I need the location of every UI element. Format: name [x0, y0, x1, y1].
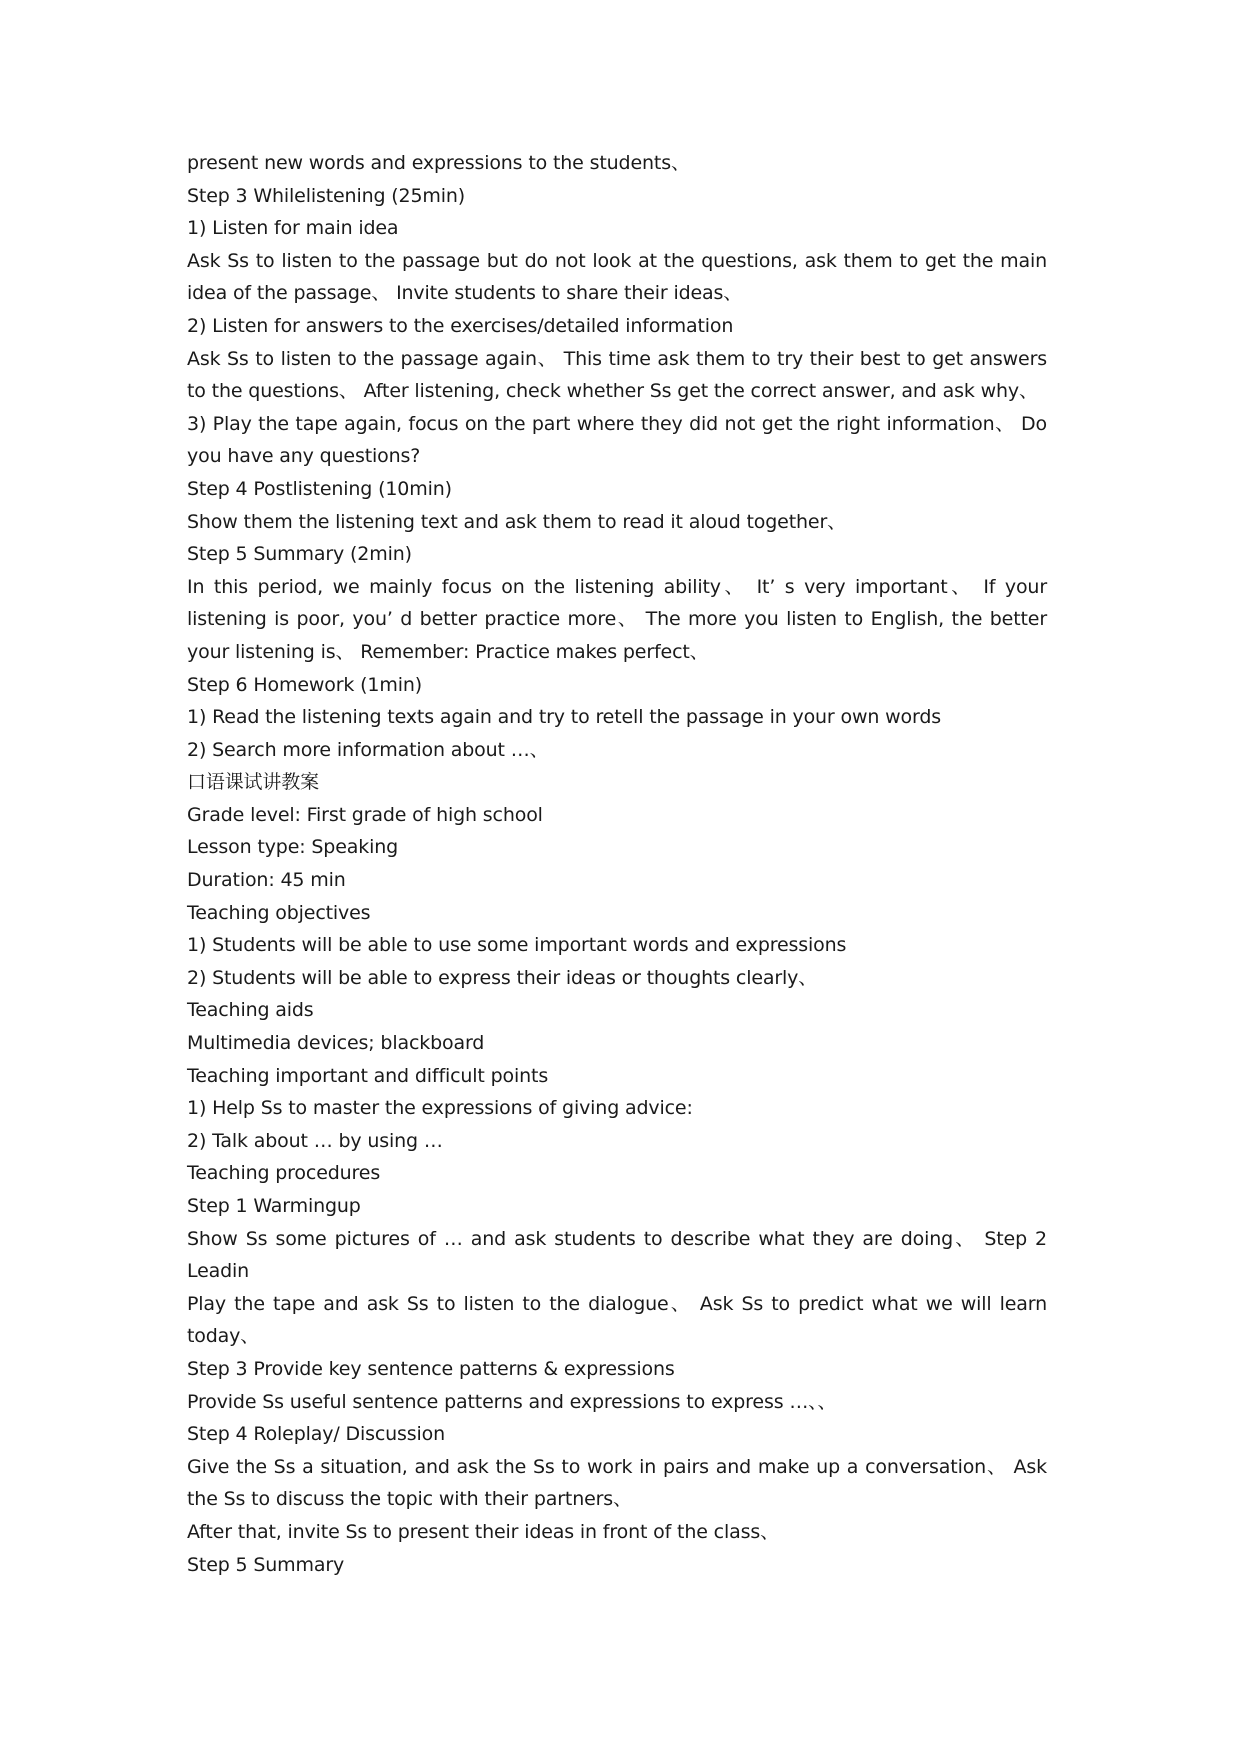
step-heading: Step 5 Summary [187, 1553, 345, 1576]
text-line: 1) Students will be able to use some important words and expressions [187, 934, 847, 957]
text-line: Teaching aids [187, 999, 314, 1022]
text-line: 2) Talk about … by using … [187, 1129, 443, 1152]
step-heading: Step 5 Summary (2min) [187, 543, 412, 566]
text-line: 2) Listen for answers to the exercises/detailed information [187, 314, 734, 337]
text-line: Teaching procedures [187, 1162, 381, 1185]
paragraph: Play the tape and ask Ss to listen to the dialogue、 Ask Ss to predict what we will learn today、 [187, 1292, 1047, 1348]
text-line: present new words and expressions to the students、 [187, 152, 690, 174]
text-line: 2) Students will be able to express their ideas or thoughts clearly、 [187, 966, 818, 989]
text-line: After that, invite Ss to present their ideas in front of the class、 [187, 1520, 779, 1543]
text-line: 1) Listen for main idea [187, 217, 399, 240]
paragraph: 3) Play the tape again, focus on the part where they did not get the right information、 Do you have any questions? [187, 412, 1047, 468]
text-line: Teaching objectives [187, 901, 371, 924]
step-heading: Step 1 Warmingup [187, 1195, 361, 1217]
section-title: 口语课试讲教案 [187, 771, 319, 794]
paragraph: Show Ss some pictures of … and ask students to describe what they are doing、 Step 2 Leadin [187, 1227, 1047, 1283]
paragraph: In this period, we mainly focus on the listening ability、 It’ s very important、 If your listening is poor, you’ d better practice more、 The more you listen to English, the better your listening is、 Remember: Practice makes perfect、 [187, 575, 1047, 663]
text-line: Multimedia devices; blackboard [187, 1032, 485, 1055]
text-line: 1) Read the listening texts again and try to retell the passage in your own words [187, 706, 941, 729]
paragraph: Ask Ss to listen to the passage again、 This time ask them to try their best to get answers to the questions、 After listening, check whether Ss get the correct answer, and ask why、 [187, 347, 1047, 403]
step-heading: Step 6 Homework (1min) [187, 673, 422, 696]
step-heading: Step 4 Roleplay/ Discussion [187, 1423, 446, 1446]
paragraph: Give the Ss a situation, and ask the Ss to work in pairs and make up a conversation、 Ask the Ss to discuss the topic with their partners、 [187, 1455, 1047, 1511]
paragraph: Ask Ss to listen to the passage but do not look at the questions, ask them to get the main idea of the passage、 Invite students to share their ideas、 [187, 249, 1047, 305]
step-heading: Step 3 Whilelistening (25min) [187, 184, 466, 207]
step-heading: Step 4 Postlistening (10min) [187, 477, 452, 500]
text-line: 2) Search more information about …、 [187, 738, 549, 761]
text-line: Show them the listening text and ask them to read it aloud together、 [187, 510, 846, 533]
text-line: Lesson type: Speaking [187, 836, 399, 859]
text-line: Provide Ss useful sentence patterns and expressions to express …、、 [187, 1390, 837, 1413]
text-line: Duration: 45 min [187, 869, 346, 892]
step-heading: Step 3 Provide key sentence patterns & expressions [187, 1357, 675, 1380]
document-body [187, 147, 1047, 1581]
text-line: Teaching important and difficult points [187, 1064, 549, 1087]
text-line: 1) Help Ss to master the expressions of giving advice: [187, 1097, 693, 1120]
text-line: Grade level: First grade of high school [187, 803, 543, 826]
